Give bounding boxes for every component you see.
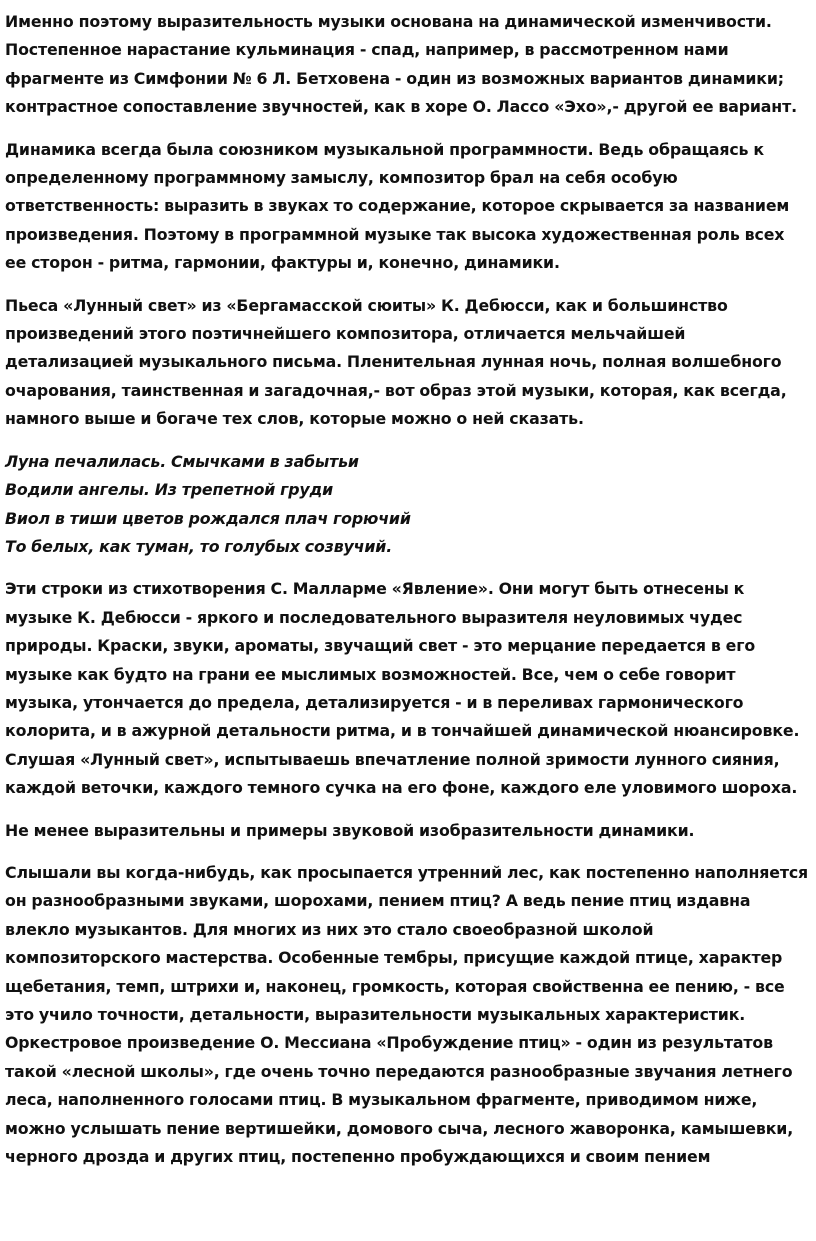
paragraph-clair-de-lune bbox=[5, 292, 810, 434]
text-line: контрастное сопоставление звучностей, как в хоре О. Лассо «Эхо»,- другой ее вариант. bbox=[5, 97, 797, 117]
text-line: Оркестровое произведение О. Мессиана «Пробуждение птиц» - один из результатов bbox=[5, 1033, 773, 1053]
text-line: Именно поэтому выразительность музыки основана на динамической изменчивости. bbox=[5, 12, 772, 31]
text-line: ее сторон - ритма, гармонии, фактуры и, конечно, динамики. bbox=[5, 253, 560, 273]
paragraph-dynamics-variability bbox=[5, 8, 810, 122]
text-line: детализацией музыкального письма. Пленительная лунная ночь, полная волшебного bbox=[5, 352, 782, 372]
text-line: Не менее выразительны и примеры звуковой изобразительности динамики. bbox=[5, 820, 695, 840]
text-line: щебетания, темп, штрихи и, наконец, громкость, которая свойственна ее пению, - все bbox=[5, 976, 785, 996]
text-line: леса, наполненного голосами птиц. В музыкальном фрагменте, приводимом ниже, bbox=[5, 1090, 758, 1110]
text-line: он разнообразными звуками, шорохами, пением птиц? А ведь пение птиц издавна bbox=[5, 891, 751, 911]
text-line: фрагменте из Симфонии № 6 Л. Бетховена - один из возможных вариантов динамики; bbox=[5, 68, 784, 88]
paragraph-sound-imagery bbox=[5, 817, 810, 845]
text-line: Слушая «Лунный свет», испытываешь впечатление полной зримости лунного сияния, bbox=[5, 749, 780, 769]
text-line: Постепенное нарастание кульминация - спад, например, в рассмотренном нами bbox=[5, 40, 729, 60]
text-line: ответственность: выразить в звуках то содержание, которое скрывается за названием bbox=[5, 196, 790, 216]
poem-line: Виол в тиши цветов рождался плач горючий bbox=[5, 508, 411, 528]
paragraph-mallarme bbox=[5, 575, 810, 802]
paragraph-program-music bbox=[5, 136, 810, 278]
text-line: колорита, и в ажурной детальности ритма, и в тончайшей динамической нюансировке. bbox=[5, 721, 800, 741]
text-line: Пьеса «Лунный свет» из «Бергамасской сюиты» К. Дебюсси, как и большинство bbox=[5, 295, 728, 315]
text-line: Эти строки из стихотворения С. Малларме «Явление». Они могут быть отнесены к bbox=[5, 579, 745, 599]
text-line: музыке как будто на грани ее мыслимых возможностей. Все, чем о себе говорит bbox=[5, 664, 736, 684]
text-line: это учило точности, детальности, выразительности музыкальных характеристик. bbox=[5, 1005, 746, 1024]
text-line: Слышали вы когда-нибудь, как просыпается утренний лес, как постепенно наполняется bbox=[5, 862, 809, 882]
text-line: намного выше и богаче тех слов, которые можно о ней сказать. bbox=[5, 409, 584, 429]
paragraph-birdsong bbox=[5, 859, 810, 1171]
text-line: черного дрозда и других птиц, постепенно пробуждающихся и своим пением bbox=[5, 1147, 711, 1167]
poem-line: То белых, как туман, то голубых созвучий. bbox=[5, 536, 393, 556]
poem-line: Водили ангелы. Из трепетной груди bbox=[5, 480, 334, 500]
text-line: композиторского мастерства. Особенные тембры, присущие каждой птице, характер bbox=[5, 948, 783, 968]
text-line: каждой веточки, каждого темного сучка на его фоне, каждого еле уловимого шороха. bbox=[5, 778, 798, 798]
text-line: влекло музыкантов. Для многих из них это стало своеобразной школой bbox=[5, 919, 654, 939]
text-line: Динамика всегда была союзником музыкальной программности. Ведь обращаясь к bbox=[5, 139, 764, 159]
text-line: определенному программному замыслу, композитор брал на себя особую bbox=[5, 168, 678, 188]
text-line: произведений этого поэтичнейшего композитора, отличается мельчайшей bbox=[5, 324, 686, 344]
text-line: природы. Краски, звуки, ароматы, звучащий свет - это мерцание передается в его bbox=[5, 636, 756, 656]
text-line: очарования, таинственная и загадочная,- вот образ этой музыки, которая, как всегда, bbox=[5, 380, 787, 400]
text-line: такой «лесной школы», где очень точно передаются разнообразные звучания летнего bbox=[5, 1061, 793, 1081]
poem-line: Луна печалилась. Смычками в забытьи bbox=[5, 451, 359, 471]
poem-quote bbox=[5, 448, 810, 562]
text-line: музыка, утончается до предела, детализируется - и в переливах гармонического bbox=[5, 692, 744, 712]
text-line: произведения. Поэтому в программной музыке так высока художественная роль всех bbox=[5, 224, 785, 244]
text-line: можно услышать пение вертишейки, домового сыча, лесного жаворонка, камышевки, bbox=[5, 1118, 794, 1138]
text-line: музыке К. Дебюсси - яркого и последовательного выразителя неуловимых чудес bbox=[5, 607, 743, 627]
